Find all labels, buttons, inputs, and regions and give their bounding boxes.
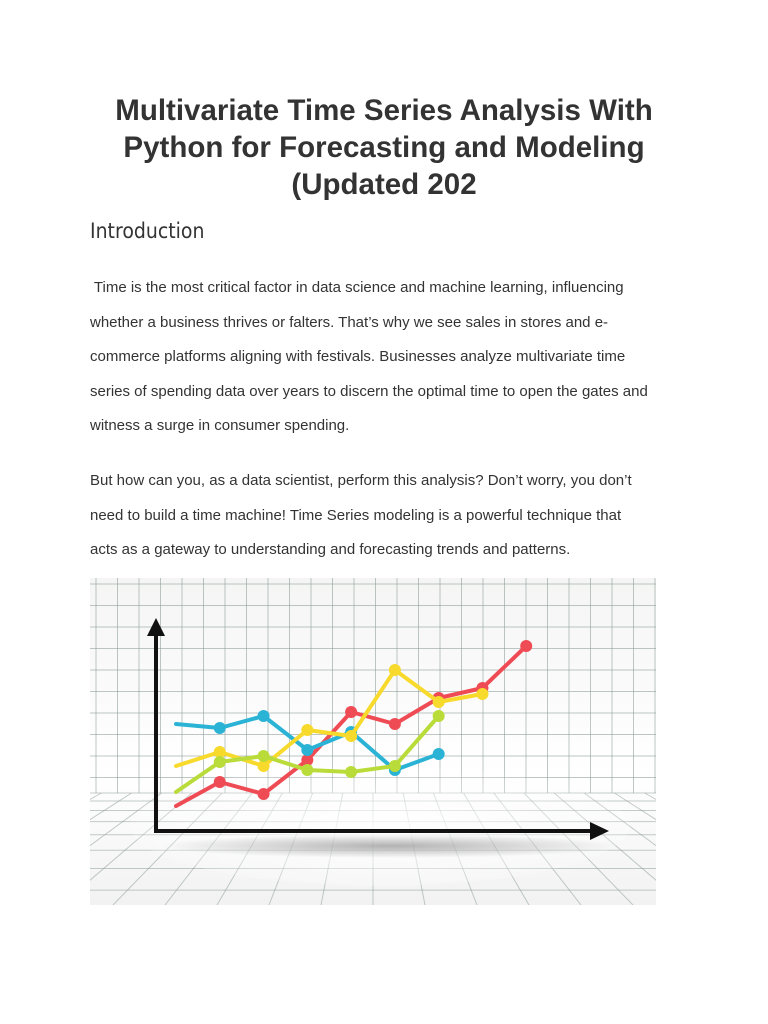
- paragraph-line: witness a surge in consumer spending.: [90, 417, 350, 434]
- data-point: [214, 722, 226, 734]
- data-point: [345, 730, 357, 742]
- paragraph-line: Time is the most critical factor in data science and machine learning, influencing: [90, 279, 624, 296]
- paragraph-line: need to build a time machine! Time Series modeling is a powerful technique that: [90, 506, 622, 524]
- data-point: [301, 744, 313, 756]
- time-series-illustration: [90, 578, 656, 905]
- data-point: [258, 788, 270, 800]
- data-point: [520, 640, 532, 652]
- data-point: [433, 696, 445, 708]
- data-point: [433, 748, 445, 760]
- axis-shadow: [160, 834, 620, 858]
- data-point: [258, 710, 270, 722]
- line-chart: [90, 578, 656, 905]
- data-point: [476, 688, 488, 700]
- section-heading: Introduction: [90, 219, 205, 243]
- data-point: [301, 764, 313, 776]
- data-point: [389, 664, 401, 676]
- title-line: Multivariate Time Series Analysis With: [115, 94, 653, 127]
- data-point: [258, 750, 270, 762]
- intro-paragraph: [90, 271, 710, 444]
- paragraph-line: whether a business thrives or falters. That’s why we see sales in stores and e-: [90, 313, 609, 331]
- paragraph-line: acts as a gateway to understanding and forecasting trends and patterns.: [90, 541, 571, 558]
- article-title: [60, 92, 708, 203]
- data-point: [433, 710, 445, 722]
- floor-highlight: [130, 766, 630, 886]
- data-point: [214, 756, 226, 768]
- title-line: (Updated 202: [291, 168, 477, 201]
- data-point: [389, 760, 401, 772]
- paragraph-line: But how can you, as a data scientist, perform this analysis? Don’t worry, you don’t: [90, 472, 632, 489]
- title-line: Python for Forecasting and Modeling: [123, 131, 645, 164]
- paragraph-line: series of spending data over years to discern the optimal time to open the gates and: [90, 382, 648, 400]
- data-point: [345, 706, 357, 718]
- paragraph-line: commerce platforms aligning with festivals. Businesses analyze multivariate time: [90, 348, 626, 365]
- data-point: [301, 724, 313, 736]
- data-point: [389, 718, 401, 730]
- data-point: [345, 766, 357, 778]
- data-point: [214, 776, 226, 788]
- second-paragraph: [90, 464, 710, 568]
